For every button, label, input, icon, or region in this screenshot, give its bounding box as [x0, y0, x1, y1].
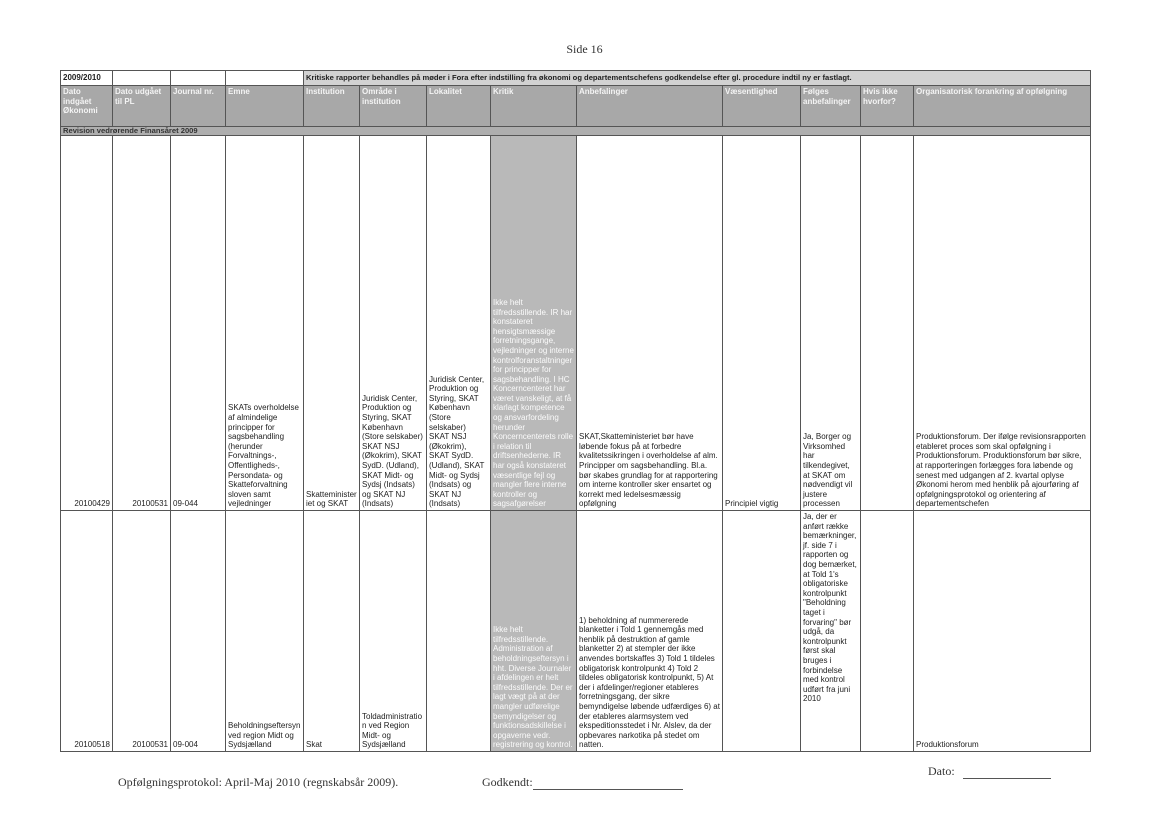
col-header: Dato indgået Økonomi [61, 86, 113, 127]
follow-up-protocol-table [60, 70, 1091, 752]
date-signature-line [963, 778, 1051, 779]
col-header: Anbefalinger [577, 86, 723, 127]
followed: Ja, Borger og Virksomhed har tilkendegivet, at SKAT om nødvendigt vil justere processen [801, 136, 861, 511]
col-header: Emne [226, 86, 304, 127]
date-field [928, 764, 1051, 779]
approval-field [482, 775, 683, 790]
table-caption: Kritiske rapporter behandles på møder i Fora efter indstilling fra økonomi og departementschefens godkendelse efter gl. procedure indtil ny er fastlagt. [304, 71, 1091, 86]
followed: Ja, der er anført række bemærkninger, jf. side 7 i rapporten og dog bemærket, at Told 1's obligatoriske kontrolpunkt "Beholdning taget i forvaring" bør udgå, da kontrolpunkt først skal bruges i forbindelse med kontrol udført fra juni 2010 [801, 511, 861, 752]
date-sent: 20100531 [113, 136, 171, 511]
protocol-footer: Opfølgningsprotokol: April-Maj 2010 (regnskabsår 2009). [118, 775, 399, 789]
location [427, 511, 491, 752]
col-header: Område i institution [360, 86, 427, 127]
approved-label: Godkendt: [482, 775, 533, 789]
col-header: Følges anbefalinger [801, 86, 861, 127]
col-header: Journal nr. [171, 86, 226, 127]
area: Juridisk Center, Produktion og Styring, SKAT København (Store selskaber) SKAT NSJ (Økokrim), SKAT SydD. (Udland), SKAT Midt- og Sydsj (Indsats) og SKAT NJ (Indsats) [360, 136, 427, 511]
year-row [61, 71, 1091, 86]
col-header: Institution [304, 86, 360, 127]
table-row [61, 511, 1091, 752]
col-header: Organisatorisk forankring af opfølgning [914, 86, 1091, 127]
header-row [61, 86, 1091, 127]
section-row [61, 127, 1091, 136]
recommendations: SKAT,Skatteministeriet bør have løbende fokus på at forbedre kvalitetssikringen i overholdelse af alm. Principper om sagsbehandling. Bl.a. bør skabes grundlag for at rapportering om interne kontroller sker ensartet og korrekt med ledelsesmæssig opfølgning [577, 136, 723, 511]
journal-number: 09-044 [171, 136, 226, 511]
col-header: Væsentlighed [723, 86, 801, 127]
institution: Skatteministeriet og SKAT [304, 136, 360, 511]
table-row [61, 136, 1091, 511]
area: Toldadministration ved Region Midt- og Sydsjælland [360, 511, 427, 752]
section-title: Revision vedrørende Finansåret 2009 [61, 127, 1091, 136]
year-label: 2009/2010 [61, 71, 113, 86]
col-header: Hvis ikke hvorfor? [861, 86, 914, 127]
subject: SKATs overholdelse af almindelige principper for sagsbehandling (herunder Forvaltnings-, Offentligheds-, Persondata- og Skatteforvaltning sloven samt vejledninger [226, 136, 304, 511]
date-label: Dato: [928, 764, 955, 778]
organisational-anchoring: Produktionsforum [914, 511, 1091, 752]
date-received: 20100429 [61, 136, 113, 511]
col-header: Lokalitet [427, 86, 491, 127]
significance [723, 511, 801, 752]
page-number: Side 16 [566, 42, 603, 56]
col-header: Dato udgået til PL [113, 86, 171, 127]
organisational-anchoring: Produktionsforum. Der ifølge revisionsrapporten etableret proces som skal opfølgning i Produktionsforum. Produktionsforum bør sikre, at rapporteringen forlægges fora løbende og senest med udgangen af 2. kvartal oplyse Økonomi herom med henblik på ajourføring af opfølgningsprotokol og orientering af departementschefen [914, 136, 1091, 511]
col-header: Kritik [491, 86, 577, 127]
criticism: Ikke helt tilfredsstillende. Administration af beholdningseftersyn i hht. Diverse Journaler i afdelingen er helt tilfredsstillende. Der er lagt vægt på at der mangler udførelige bemyndigelser og funktionsadskillelse i opgaverne vedr. registrering og kontrol. [491, 511, 577, 752]
criticism: Ikke helt tilfredsstillende. IR har konstateret hensigtsmæssige forretningsgange, vejledninger og interne kontrolforanstaltninger for principper for sagsbehandling. I HC Koncerncenteret har været vanskeligt, at få klarlagt kompetence og ansvarfordeling herunder Koncerncenterets rolle i relation til driftsenhederne. IR har også konstateret væsentlige fejl og mangler flere interne kontroller og sagsafgørelser [491, 136, 577, 511]
journal-number: 09-004 [171, 511, 226, 752]
date-sent: 20100531 [113, 511, 171, 752]
recommendations: 1) beholdning af nummererede blanketter i Told 1 gennemgås med henblik på destruktion af gamle blanketter 2) at stempler der ikke anvendes bortskaffes 3) Told 1 tildeles obligatorisk kontrolpunkt 4) Told 2 tildeles obligatorisk kontrolpunkt, 5) At der i afdelinger/regioner etableres forretningsgang, der sikre bemyndigelse løbende udfærdiges 6) at der etableres alarmsystem ved ekspeditionsstedet i Nr. Alslev, da der opbevares narkotika på stedet om natten. [577, 511, 723, 752]
approval-signature-line [533, 789, 683, 790]
institution: Skat [304, 511, 360, 752]
location: Juridisk Center, Produktion og Styring, SKAT København (Store selskaber) SKAT NSJ (Økokrim), SKAT SydD. (Udland), SKAT Midt- og Sydsj (Indsats) og SKAT NJ (Indsats) [427, 136, 491, 511]
subject: Beholdningseftersyn ved region Midt og Sydsjælland [226, 511, 304, 752]
if-not-why [861, 511, 914, 752]
date-received: 20100518 [61, 511, 113, 752]
if-not-why [861, 136, 914, 511]
significance: Principiel vigtig [723, 136, 801, 511]
